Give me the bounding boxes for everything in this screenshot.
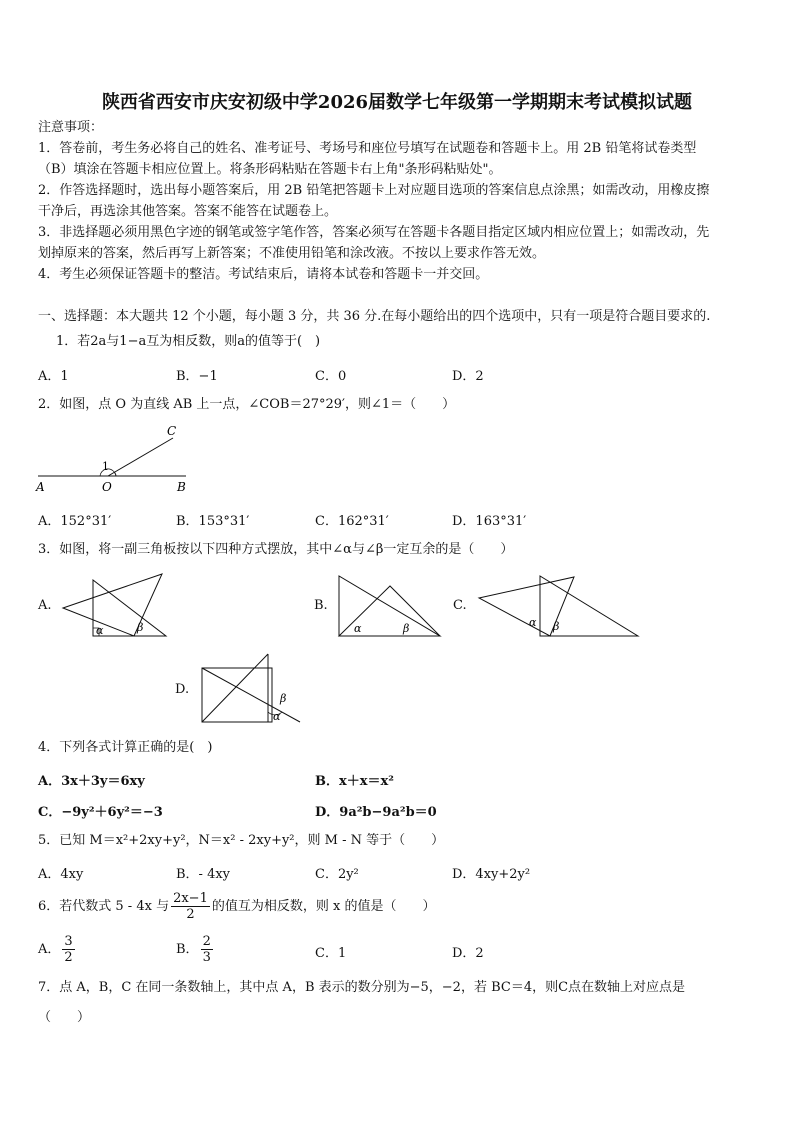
- beta-label: β: [553, 620, 560, 633]
- q4-option-c[interactable]: C．−9y²＋6y²＝−3: [38, 805, 163, 820]
- q6-option-a-label: A．: [38, 942, 61, 957]
- q2-figure: [30, 420, 200, 498]
- q6-option-a[interactable]: [38, 933, 77, 967]
- notice-line: （B）填涂在答题卡相应位置上。将条形码粘贴在答题卡右上角"条形码粘贴处"。: [38, 162, 502, 177]
- question-7-stem: 7．点 A，B，C 在同一条数轴上，其中点 A，B 表示的数分别为−5，−2，若 BC＝4，则C点在数轴上对应点是: [38, 980, 686, 995]
- question-7-paren: （ ）: [38, 1010, 91, 1025]
- question-5-stem: 5．已知 M＝x²+2xy+y²，N＝x² - 2xy+y²，则 M - N 等于（ ）: [38, 833, 445, 848]
- alpha-label: α: [96, 624, 104, 637]
- q2-option-c[interactable]: C．162°31′: [315, 514, 389, 529]
- q3-option-d[interactable]: D.: [175, 682, 190, 697]
- q5-option-a[interactable]: A．4xy: [38, 867, 84, 882]
- q6-stem-after: 的值互为相反数，则 x 的值是（ ）: [211, 899, 436, 914]
- notice-line: 1．答卷前，考生务必将自己的姓名、准考证号、考场号和座位号填写在试题卷和答题卡上。用 2B 铅笔将试卷类型: [38, 141, 697, 156]
- page-title: 陕西省西安市庆安初级中学2026届数学七年级第一学期期末考试模拟试题: [101, 92, 693, 113]
- section-heading: 一、选择题：本大题共 12 个小题，每小题 3 分，共 36 分.在每小题给出的四个选项中，只有一项是符合题目要求的.: [38, 309, 711, 324]
- q1-option-a[interactable]: A．1: [38, 369, 69, 384]
- notice-line: 2．作答选择题时，选出每小题答案后，用 2B 铅笔把答题卡上对应题目选项的答案信息点涂黑；如需改动，用橡皮擦: [38, 183, 710, 198]
- question-2-stem: 2．如图，点 O 为直线 AB 上一点，∠COB＝27°29′，则∠1＝（ ）: [38, 397, 456, 412]
- q6-stem-before: 6．若代数式 5 - 4x 与: [38, 899, 170, 914]
- denominator: 3: [202, 950, 211, 965]
- figure-label-o: O: [102, 480, 112, 494]
- denominator: 2: [64, 950, 73, 965]
- question-1-stem: 1．若2a与1−a互为相反数，则a的值等于( ): [56, 334, 321, 349]
- q6-option-d[interactable]: D．2: [452, 946, 484, 961]
- notice-line: 干净后，再选涂其他答案。答案不能答在试题卷上。: [38, 204, 338, 219]
- q6-option-a-fraction: [62, 934, 74, 965]
- q4-option-b[interactable]: B．x＋x＝x²: [315, 774, 394, 789]
- q5-option-b[interactable]: B．- 4xy: [176, 867, 231, 882]
- alpha-label: α: [354, 622, 362, 635]
- q1-option-b[interactable]: B．−1: [176, 369, 218, 384]
- notice-line: 划掉原来的答案，然后再写上新答案；不准使用铅笔和涂改液。不按以上要求作答无效。: [38, 246, 546, 261]
- notice-line: 4．考生必须保证答题卡的整洁。考试结束后，请将本试卷和答题卡一并交回。: [38, 267, 489, 282]
- q6-option-b[interactable]: [176, 933, 215, 967]
- q3-figure-c: [476, 572, 642, 640]
- figure-label-c: C: [167, 424, 177, 438]
- figure-label-angle-1: 1: [102, 460, 109, 473]
- q3-option-c[interactable]: C.: [453, 598, 467, 613]
- notice-line: 3．非选择题必须用黑色字迹的钢笔或签字笔作答，答案必须写在答题卡各题目指定区域内相应位置上；如需改动，先: [38, 225, 710, 240]
- q4-option-d[interactable]: D．9a²b−9a²b＝0: [315, 805, 437, 820]
- q1-option-d[interactable]: D．2: [452, 369, 484, 384]
- q6-fraction: [171, 891, 210, 922]
- q6-option-b-fraction: [201, 934, 213, 965]
- q3-figure-a: [60, 572, 170, 644]
- q6-option-b-label: B．: [176, 942, 199, 957]
- alpha-label: α: [529, 616, 537, 629]
- question-4-stem: 4．下列各式计算正确的是( ): [38, 740, 213, 755]
- numerator: 3: [64, 934, 73, 949]
- q1-option-c[interactable]: C．0: [315, 369, 347, 384]
- notice-heading: 注意事项：: [38, 120, 104, 135]
- q2-option-b[interactable]: B．153°31′: [176, 514, 250, 529]
- figure-label-a: A: [36, 480, 45, 494]
- alpha-label: α: [273, 710, 281, 723]
- q5-option-c[interactable]: C．2y²: [315, 867, 359, 882]
- beta-label: β: [137, 621, 144, 634]
- beta-label: β: [403, 622, 410, 635]
- numerator: 2: [202, 934, 211, 949]
- q6-option-c[interactable]: C．1: [315, 946, 347, 961]
- q5-option-d[interactable]: D．4xy+2y²: [452, 867, 531, 882]
- figure-label-b: B: [177, 480, 186, 494]
- question-3-stem: 3．如图，将一副三角板按以下四种方式摆放，其中∠α与∠β一定互余的是（ ）: [38, 542, 514, 557]
- q6-fraction-numerator: 2x−1: [173, 891, 208, 906]
- q3-option-b[interactable]: B.: [314, 598, 328, 613]
- beta-label: β: [280, 692, 287, 705]
- q3-figure-d: [198, 650, 304, 726]
- q3-figure-b: [336, 572, 444, 640]
- q2-option-a[interactable]: A．152°31′: [38, 514, 112, 529]
- q4-option-a[interactable]: A．3x＋3y＝6xy: [38, 774, 145, 789]
- q3-option-a[interactable]: A.: [38, 598, 52, 613]
- q2-option-d[interactable]: D．163°31′: [452, 514, 527, 529]
- q6-fraction-denominator: 2: [186, 907, 195, 922]
- question-6-stem: [38, 890, 758, 924]
